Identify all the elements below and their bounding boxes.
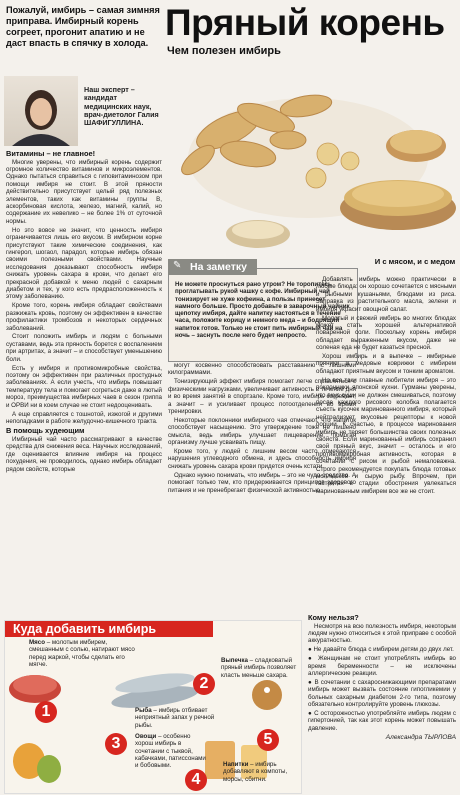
- vitamins-paragraph-3: Кроме того, корень имбиря обладает свойствами разжижать кровь, поэтому он эффективен в качестве профилактики тромбозов и некоторых сердечных заболеваний.: [6, 302, 162, 332]
- right-paragraph-2: Молотый и свежий имбирь во многих блюдах может стать хорошей альтернативой поваренной соли. Поскольку корень имбиря обладает выраженным вкусом, даже не соленая еда не будет казаться пресной.: [316, 314, 456, 352]
- page-subtitle: Чем полезен имбирь: [167, 45, 281, 57]
- section-heading-slim: В помощь худеющим: [6, 426, 85, 436]
- caution-heading: Кому нельзя?: [308, 613, 359, 622]
- howto-box: [4, 620, 302, 794]
- middle-paragraph-2: Тонизирующий эффект имбиря помогает легче справляться с физическими нагрузками, увеличивает активность в течение дня и во время занятий в спортзале. Кроме того, имбирь согревает, а значит – и усиливает процесс потоотделения во время тренировки.: [168, 378, 356, 415]
- section-vitamins-text: [6, 159, 162, 426]
- note-tab: На заметку: [168, 259, 257, 275]
- caution-list: [308, 646, 456, 732]
- author: Александра ТЫРЛОВА: [385, 733, 456, 741]
- number-badge-3: 3: [105, 733, 127, 755]
- left-column: [6, 150, 162, 474]
- expert-caption: Наш эксперт – кандидат медицинских наук, врач-диетолог Галия ШАФИГУЛЛИНА.: [84, 85, 159, 128]
- vitamins-paragraph-6: А еще справляется с тошнотой, изжогой и другими неполадками в работе желудочно-кишечного тракта.: [6, 410, 162, 425]
- howto-item-baking: Выпечка – сладковатый пряный имбирь позволяет класть меньше сахара.: [221, 657, 297, 679]
- right-paragraph-1: Добавлять имбирь можно практически в любые блюда: он хорошо сочетается с мясными и рыбными кушаньями, блюдами из риса. Заправка из растительного масла, зелени и имбиря украсит овощной салат.: [316, 276, 456, 313]
- expert-photo: [4, 76, 78, 146]
- right-column: [316, 276, 456, 497]
- note-icon: ✎: [173, 260, 182, 271]
- middle-paragraph-1: могут косвенно способствовать расставанию с лишними килограммами.: [168, 362, 356, 377]
- bullet-icon: ●: [308, 655, 318, 663]
- vitamins-paragraph-5: Есть у имбиря и противомикробные свойства, поэтому он эффективен при различных простудных заболеваниях. А если учесть, что имбирь повышает температуру тела и помогает согреться даже в лютый мороз, преимущества имбирных чаев в сезон гриппа и ОРВИ ни в коем случае не стоит недооценивать.: [6, 364, 162, 409]
- page-title: Пряный корень: [165, 2, 445, 43]
- howto-item-drinks: Напитки – имбирь добавляют в компоты, морсы, сбитни.: [223, 761, 288, 783]
- howto-item-meat: Мясо – молотым имбирем, смешанным с солью, натирают мясо перед жаркой, чтобы сделать его мягче.: [29, 639, 135, 668]
- middle-paragraph-5: Однако нужно понимать, что имбирь – это не чудо-средство. А помогает только тем, кто придерживается принципов здорового питания и не пренебрегает физической активностью.: [168, 471, 356, 494]
- number-badge-2: 2: [193, 673, 215, 695]
- right-paragraph-4: Но все-таки главные любители имбиря – это поклонники японской кухни. Гурманы уверены, что вкус суши не должен смешиваться, поэтому после каждого рисового колобка полагается съесть кусочек маринованного имбиря, который нейтрализует вкусовые рецепторы к новой порции. К счастью, в процессе маринования имбирь не теряет большинства своих полезных свойств. Если маринованный имбирь сохранил свой пряный вкус, значит – осталось и его противомикробная активность, которая в сочетании с рисом и рыбой немаловажна. Строго рекомендуется покупать блюда готовых моллюсков и сырую рыбу. Впрочем, при гастритах в стадии обострения увлекаться маринованным имбирем все же не стоит.: [316, 376, 456, 495]
- caution-intro: Несмотря на всю полезность имбиря, некоторым людям нужно относиться к этой приправе с особой аккуратностью.: [308, 622, 456, 645]
- right-paragraph-3: Хорош имбирь и в выпечке – имбирные пряники и медовые коврижки с имбирем обладают приятным вкусом и тонким ароматом.: [316, 353, 456, 375]
- caution-item: [308, 646, 456, 653]
- ginger-illustration: [168, 58, 460, 258]
- bullet-icon: ●: [308, 710, 315, 718]
- number-badge-1: 1: [35, 701, 57, 723]
- caution-item-text: Женщинам не стоит употреблять имбирь во время беременности – не исключены аллергические реакции.: [308, 655, 457, 678]
- bullet-icon: ●: [308, 678, 315, 686]
- caution-section: [308, 614, 456, 741]
- section-heading-vitamins: Витамины – не главное!: [6, 149, 96, 158]
- vitamins-paragraph-4: Стоит положить имбирь и людям с больными суставами, ведь эта пряность борется с воспалением при артритах, а значит – и способствует уменьшению боли.: [6, 333, 162, 363]
- caution-item-text: В сочетании с сахароснижающими препаратами имбирь может вызвать состояние гипогликемии у больных сахарным диабетом 2-го типа, поэтому обязательно контролируйте уровень глюкозы.: [308, 678, 456, 709]
- middle-paragraph-3: Некоторые поклонники имбирного чая отмечают, что напиток способствует насыщению. Это утверждение тоже не лишено смысла, ведь имбирь улучшает пищеварение, помогая организму лучше усваивать пищу.: [168, 416, 356, 447]
- vitamins-paragraph-2: Но это вовсе не значит, что ценность имбиря ограничивается лишь его вкусом. В имбирном корне присутствуют такие химические соединения, как гингерол, шогаол, парадол, которые имбирь обязан своими полезными свойствами. Научные исследования доказывают способность имбиря снижать уровень сахара в крови, что делает его прекрасной добавкой к меню людей с сахарным диабетом и тех, у кого есть предрасположенность к этому заболеванию.: [6, 226, 162, 301]
- caution-item: [308, 655, 456, 677]
- caution-item: [308, 679, 456, 709]
- right-heading: И с мясом, и с медом: [374, 257, 456, 266]
- section-slim-text: Имбирный чай часто рассматривают в качестве средства для снижения веса. Научных исследований, где оценивается влияние имбиря на процесс похудения, не проводилось, однако имбирь обладает рядом свойств, которые: [6, 435, 162, 473]
- howto-item-fish: Рыба – имбирь отбивает неприятный запах у речной рыбы.: [135, 707, 215, 729]
- caution-item-text: Не давайте блюда с имбирем детям до двух лет.: [313, 646, 454, 654]
- vitamins-paragraph-1: Многие уверены, что имбирный корень содержит огромное количество витаминов и микроэлементов. Однако пытаться справиться с гиповитаминозом при помощи имбиря не стоит. В этой пряности действительно присутствует целый ряд полезных элементов, таких как витамины группы В, аскорбиновая кислота, железо, магний, калий, но содержание их невелико – не более 1% от суточной нормы.: [6, 158, 162, 225]
- caution-item-text: С осторожностью употребляйте имбирь людям с гипертонией, так как этот корень может повышать давление.: [308, 710, 456, 732]
- howto-item-vegetables: Овощи – особенно хорош имбирь в сочетании с тыквой, кабачками, патиссонами и бобовыми.: [135, 733, 206, 770]
- bullet-icon: ●: [308, 646, 314, 654]
- number-badge-4: 4: [185, 769, 207, 791]
- caution-item: [308, 710, 456, 732]
- lead-text: Пожалуй, имбирь – самая зимняя приправа. Имбирный корень согреет, прогонит апатию и не даст впасть в спячку в холода.: [6, 5, 160, 48]
- howto-banner: Куда добавить имбирь: [5, 621, 213, 637]
- note-text: Не можете проснуться рано утром? Не торопитесь проглатывать рукой чашку с кофе. Имбирный чай тонизирует не хуже кофеина, а пользы принесет намного больше. Просто добавьте в заварочный чайник щепотку имбиря, дайте напитку настояться в течение часа, положите корицу и немного меда – и бодрящий напиток готов. Только не стоит пить имбирный чай на ночь – заснуть после него будет непросто.: [175, 281, 350, 340]
- number-badge-5: 5: [257, 729, 279, 751]
- middle-paragraph-4: Кроме того, у людей с лишним весом часто отмечаются нарушения углеводного обмена, и здесь способность имбиря снижать уровень сахара крови придется очень кстати.: [168, 447, 356, 470]
